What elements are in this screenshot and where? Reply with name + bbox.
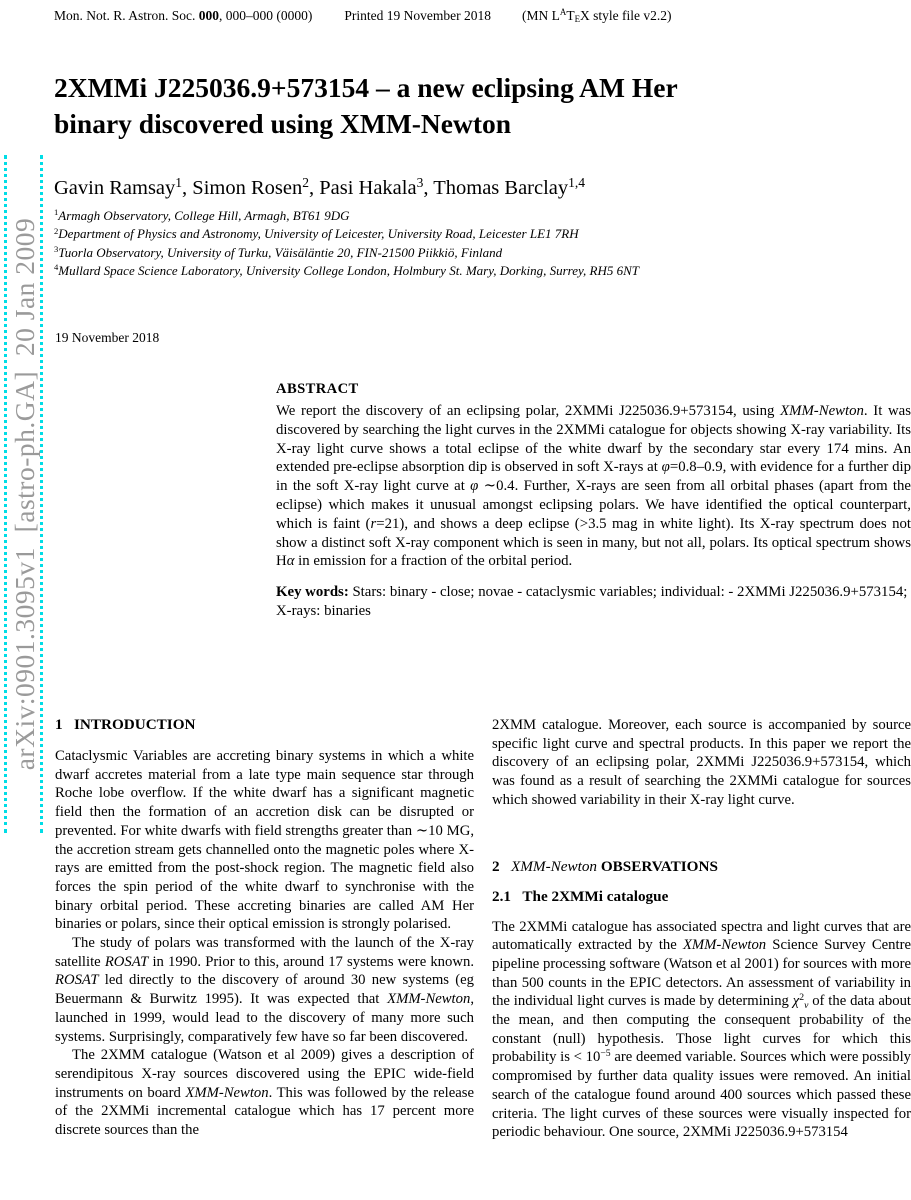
- subsection-heading-2xmmi-catalogue: 2.1 The 2XMMi catalogue: [492, 887, 669, 905]
- paragraph: Cataclysmic Variables are accreting binary systems in which a white dwarf accretes material from a late type main sequence star through Roche lobe overflow. If the white dwarf has a significant magnetic field then the formation of an accretion disk can be disrupted or prevented. For white dwarfs with field strengths greater than ∼10 MG, the accretion stream gets channelled onto the magnetic poles where X-rays are emitted from the post-shock region. The magnetic field also forces the spin period of the white dwarf to synchronise with the binary orbital period. These accreting binaries are called AM Her binaries or polars, since their optical emission is strongly polarised.: [55, 748, 474, 933]
- paper-title: [54, 70, 834, 141]
- paragraph: The 2XMMi catalogue has associated spectra and light curves that are automatically extracted by the XMM-Newton Science Survey Centre pipeline processing software (Watson et al 2001) for sources with more than 500 counts in the EPIC detectors. An assessment of variability in the individual light curves is made by determining $\chi^2_\nu$ of the data about the mean, and then computing the consequent probability of the constant (null) hypothesis. Those light curves for which this probability is < $10^{-5}$ are deemed variable. Sources which were possibly compromised by further data quality issues were removed. An initial search of the catalogue found around 400 sources which passed these criteria. The light curves of these sources were visually inspected for periodic behaviour. One source, 2XMMi J225036.9+573154: [492, 918, 911, 1141]
- affiliation-line: $^2$Department of Physics and Astronomy, University of Leicester, University Road, Leicester LE1 7RH: [54, 225, 579, 242]
- arxiv-stamp: [1, 153, 47, 835]
- affiliation-line: $^1$Armagh Observatory, College Hill, Armagh, BT61 9DG: [54, 207, 350, 223]
- paragraph: 2XMM catalogue. Moreover, each source is accompanied by source specific light curve and spectral products. In this paper we report the discovery of an eclipsing polar, 2XMMi J225036.9+573154, which was found as a result of searching the 2XMMi catalogue for sources which showed variability in their X-ray light curve.: [492, 717, 911, 808]
- keywords-text: Stars: binary - close; novae - cataclysmic variables; individual: - 2XMMi J225036.9+573154; X-rays: binaries: [276, 584, 908, 619]
- left-column: [55, 716, 474, 1200]
- stamp-dotted-line-left: [4, 155, 7, 833]
- stamp-dotted-line-right: [40, 155, 43, 833]
- paragraph: The study of polars was transformed with the launch of the X-ray satellite ROSAT in 1990. Prior to this, around 17 systems were known. ROSAT led directly to the discovery of around 30 new systems (eg Beuermann & Burwitz 1995). It was expected that XMM-Newton, launched in 1999, would lead to the discovery of many more such systems. Surprisingly, comparatively few have so far been discovered.: [55, 935, 474, 1045]
- latex-style-note: (MN $L^AT_EX$ style file v2.2): [522, 7, 672, 25]
- section-heading-introduction: 1 INTRODUCTION: [55, 716, 196, 733]
- keywords: [276, 583, 911, 621]
- printed-date: Printed 19 November 2018: [344, 8, 491, 23]
- two-column-body: [55, 716, 911, 1200]
- affiliation-line: $^4$Mullard Space Science Laboratory, University College London, Holmbury St. Mary, Dorking, Surrey, RH5 6NT: [54, 262, 640, 278]
- paragraph: The 2XMM catalogue (Watson et al 2009) gives a description of serendipitous X-ray sources discovered using the EPIC wide-field instruments on board XMM-Newton. This was followed by the release of the 2XMMi incremental catalogue which has 17 percent more discrete sources than the: [55, 1047, 475, 1139]
- section-heading-observations: 2 XMM-Newton OBSERVATIONS: [492, 857, 718, 875]
- dateline: 19 November 2018: [55, 330, 160, 345]
- journal-reference: Mon. Not. R. Astron. Soc. 000, 000–000 (0000): [54, 8, 313, 23]
- affiliations: [54, 207, 639, 280]
- arxiv-identifier: arXiv:0901.3095v1 [astro-ph.GA] 20 Jan 2009: [9, 217, 41, 771]
- author-line: Gavin Ramsay$^1$, Simon Rosen$^2$, Pasi Hakala$^3$, Thomas Barclay$^{1,4}$: [54, 174, 586, 199]
- journal-running-head: [54, 8, 672, 24]
- abstract-block: [276, 381, 911, 621]
- affiliation-line: $^3$Tuorla Observatory, University of Turku, Väisäläntie 20, FIN-21500 Piikkiö, Finland: [54, 243, 503, 260]
- right-column: [492, 716, 911, 1200]
- abstract-text: We report the discovery of an eclipsing polar, 2XMMi J225036.9+573154, using XMM-Newton. It was discovered by searching the light curves in the 2XMMi catalogue for objects showing X-ray variability. Its X-ray light curve shows a total eclipse of the white dwarf by the secondary star every 174 mins. An extended pre-eclipse absorption dip is observed in soft X-rays at φ=0.8–0.9, with evidence for a further dip in the soft X-ray light curve at φ ∼0.4. Further, X-rays are seen from all orbital phases (apart from the eclipse) which makes it unusual amongst eclipsing polars. We have identified the optical counterpart, which is faint (r=21), and shows a deep eclipse (>3.5 mag in white light). Its X-ray spectrum does not show a distinct soft X-ray component which is seen in many, but not all, polars. Its optical spectrum shows Hα in emission for a fraction of the orbital period.: [276, 403, 911, 570]
- abstract-heading: ABSTRACT: [276, 381, 359, 397]
- paper-title-line1: 2XMMi J225036.9+573154 – a new eclipsing AM Her: [54, 72, 678, 103]
- keywords-label: Key words:: [276, 584, 349, 601]
- paper-title-line2: binary discovered using XMM-Newton: [54, 107, 512, 139]
